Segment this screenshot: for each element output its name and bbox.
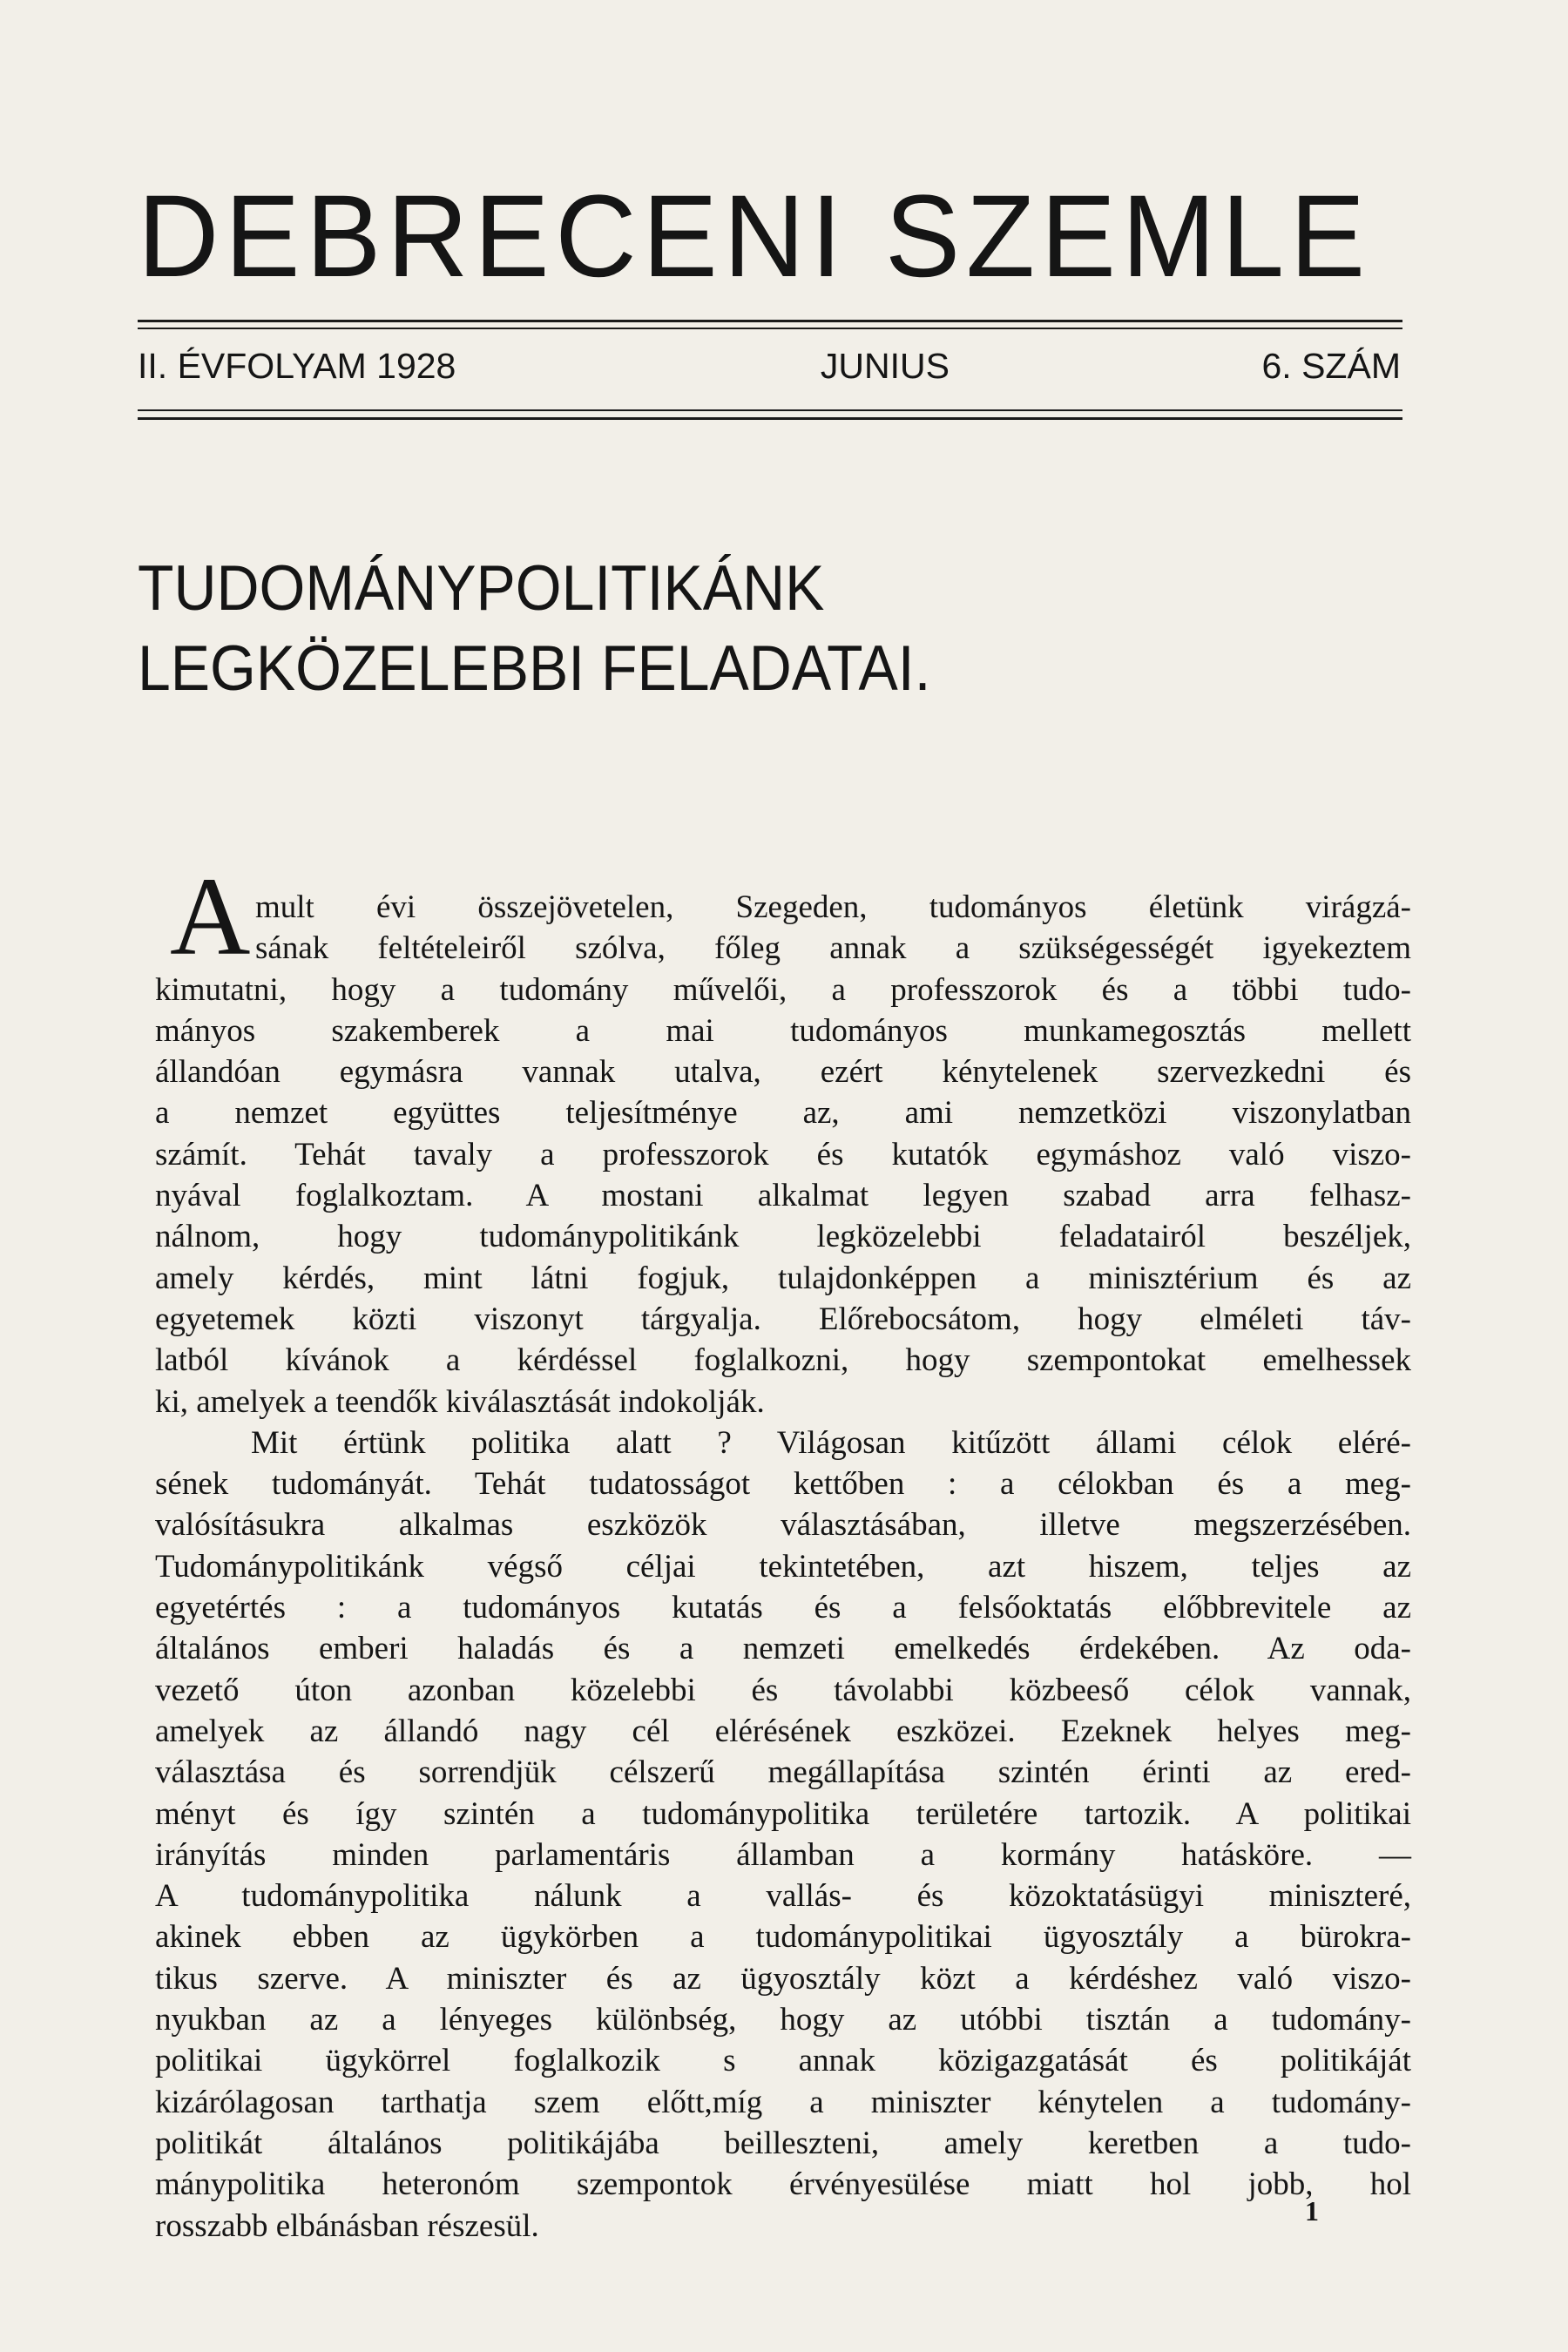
- article-title-line: LEGKÖZELEBBI FELADATAI.: [138, 633, 931, 704]
- body-line: A tudománypolitika nálunk a vallás- és közoktatásügyi miniszteré,: [155, 1878, 1411, 1915]
- body-line: mult évi összejövetelen, Szegeden, tudományos életünk virágzá-: [255, 889, 1411, 925]
- page-number: 1: [1305, 2195, 1319, 2227]
- article-title-line: TUDOMÁNYPOLITIKÁNK: [138, 553, 825, 624]
- body-line: politikát általános politikájába beilleszteni, amely keretben a tudo-: [155, 2125, 1411, 2161]
- body-line: általános emberi haladás és a nemzeti emelkedés érdekében. Az oda-: [155, 1631, 1411, 1667]
- body-line: akinek ebben az ügykörben a tudománypolitikai ügyosztály a bürokra-: [155, 1919, 1411, 1956]
- body-line: a nemzet együttes teljesítménye az, ami nemzetközi viszonylatban: [155, 1095, 1411, 1132]
- body-line: kizárólagosan tarthatja szem előtt,míg a miniszter kénytelen a tudomány-: [155, 2084, 1411, 2120]
- body-line: vezető úton azonban közelebbi és távolabbi közbeeső célok vannak,: [155, 1672, 1411, 1708]
- masthead-rule-bottom-2: [138, 417, 1402, 420]
- body-line: egyetemek közti viszonyt tárgyalja. Előrebocsátom, hogy elméleti táv-: [155, 1301, 1411, 1337]
- masthead-rule-bottom: [138, 409, 1402, 411]
- issue-month: JUNIUS: [820, 346, 950, 386]
- body-line: választása és sorrendjük célszerű megállapítása szintén érinti az ered-: [155, 1754, 1411, 1791]
- body-line: mánypolitika heteronóm szempontok érvényesülése miatt hol jobb, hol: [155, 2166, 1411, 2203]
- body-line: latból kívánok a kérdéssel foglalkozni, hogy szempontokat emelhessek: [155, 1342, 1411, 1379]
- body-line: sének tudományát. Tehát tudatosságot kettőben : a célokban és a meg-: [155, 1466, 1411, 1503]
- masthead-rule-top: [138, 320, 1402, 322]
- body-line: mányos szakemberek a mai tudományos munkamegosztás mellett: [155, 1012, 1411, 1049]
- body-line: ki, amelyek a teendők kiválasztását indokolják.: [155, 1383, 765, 1420]
- body-line: tikus szerve. A miniszter és az ügyosztály közt a kérdéshez való viszo-: [155, 1960, 1411, 1997]
- body-line: amely kérdés, mint látni fogjuk, tulajdonképpen a minisztérium és az: [155, 1260, 1411, 1296]
- body-line: ményt és így szintén a tudománypolitika területére tartozik. A politikai: [155, 1795, 1411, 1832]
- body-line: Tudománypolitikánk végső céljai tekintetében, azt hiszem, teljes az: [155, 1548, 1411, 1585]
- body-line: Mit értünk politika alatt ? Világosan kitűzött állami célok eléré-: [251, 1424, 1411, 1461]
- article-title: [138, 549, 1191, 709]
- issue-number: 6. SZÁM: [1261, 346, 1401, 386]
- body-line: sának feltételeiről szólva, főleg annak a szükségességét igyekeztem: [255, 930, 1411, 967]
- drop-cap: A: [170, 855, 251, 978]
- volume-year: II. ÉVFOLYAM 1928: [138, 346, 456, 386]
- body-line: kimutatni, hogy a tudomány művelői, a professzorok és a többi tudo-: [155, 971, 1411, 1008]
- body-line: rosszabb elbánásban részesül.: [155, 2207, 539, 2244]
- body-line: nyával foglalkoztam. A mostani alkalmat legyen szabad arra felhasz-: [155, 1178, 1411, 1214]
- body-line: nálnom, hogy tudománypolitikánk legközelebbi feladatairól beszéljek,: [155, 1219, 1411, 1255]
- journal-title: DEBRECENI SZEMLE: [138, 172, 1371, 301]
- article-body: [155, 887, 1411, 2247]
- body-line: amelyek az állandó nagy cél elérésének eszközei. Ezeknek helyes meg-: [155, 1713, 1411, 1749]
- masthead-rule-top-2: [138, 328, 1402, 329]
- issue-info: [138, 348, 1401, 384]
- body-line: számít. Tehát tavaly a professzorok és kutatók egymáshoz való viszo-: [155, 1136, 1411, 1173]
- body-line: egyetértés : a tudományos kutatás és a felsőoktatás előbbrevitele az: [155, 1590, 1411, 1626]
- body-line: politikai ügykörrel foglalkozik s annak közigazgatását és politikáját: [155, 2043, 1411, 2079]
- body-line: állandóan egymásra vannak utalva, ezért kénytelenek szervezkedni és: [155, 1054, 1411, 1091]
- body-line: irányítás minden parlamentáris államban a kormány hatásköre. —: [155, 1836, 1411, 1873]
- body-line: valósításukra alkalmas eszközök választásában, illetve megszerzésében.: [155, 1507, 1411, 1544]
- body-line: nyukban az a lényeges különbség, hogy az utóbbi tisztán a tudomány-: [155, 2002, 1411, 2038]
